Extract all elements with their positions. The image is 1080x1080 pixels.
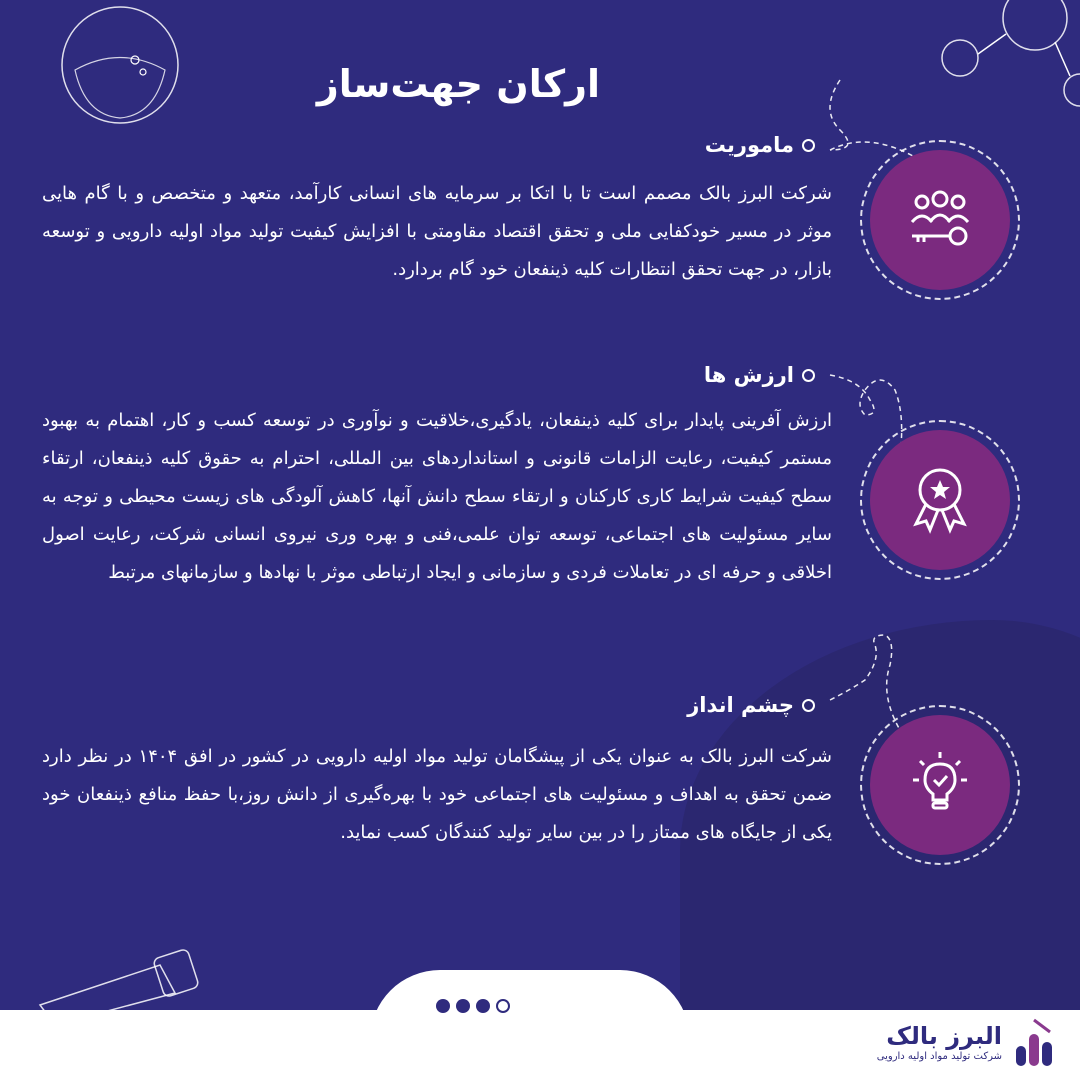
section-heading-mission: [705, 133, 815, 157]
page-title: ارکان جهت‌ساز: [316, 62, 600, 106]
section-text-mission: شرکت البرز بالک مصمم است تا با اتکا بر سرمایه های انسانی کارآمد، متعهد و متخصص و با گام هایی موثر در مسیر خودکفایی ملی و تحقق اقتصاد مقاومتی با افزایش کیفیت تولید مواد اولیه دارویی و توسعه بازار، در جهت تحقق انتظارات کلیه ذینفعان خود گام بردارد.: [42, 183, 832, 280]
values-icon-frame: [860, 420, 1020, 580]
logo-name: البرز بالک: [886, 1022, 1002, 1050]
section-heading-label: چشم انداز: [687, 693, 794, 717]
heading-marker-icon: [802, 369, 815, 382]
mission-icon-frame: [860, 140, 1020, 300]
pagination-dot[interactable]: [456, 999, 470, 1013]
section-heading-vision: [687, 693, 815, 717]
logo-mark-icon: [1012, 1018, 1056, 1068]
section-text-values: ارزش آفرینی پایدار برای کلیه ذینفعان، یادگیری،خلاقیت و نوآوری در توسعه کسب و کار، اهتمام به بهبود مستمر کیفیت، رعایت الزامات قانونی و استانداردهای بین المللی، احترام به حقوق کلیه ذینفعان، ارتقاء سطح کیفیت شرایط کاری کارکنان و ارتقاء سطح دانش آنها، کاهش آلودگی های زیست محیطی و توجه به سایر مسئولیت های اجتماعی، توسعه توان علمی،فنی و بهره وری نیروی انسانی شرکت، رعایت اصول اخلاقی و حرفه ای در تعاملات فردی و سازمانی و ایجاد ارتباطی موثر با نهادها و سازمانهای مرتبط: [42, 410, 832, 583]
vision-icon-frame: [860, 705, 1020, 865]
company-logo: [877, 1018, 1056, 1068]
mission-icon-badge: [870, 150, 1010, 290]
lightbulb-icon: [905, 750, 975, 820]
vision-icon-badge: [870, 715, 1010, 855]
flask-illustration: [55, 0, 185, 130]
people-key-icon: [904, 190, 976, 250]
section-heading-values: [704, 363, 815, 387]
logo-tagline: شرکت تولید مواد اولیه دارویی: [876, 1051, 1002, 1062]
pagination-dot-current[interactable]: [496, 999, 510, 1013]
award-badge-icon: [908, 464, 972, 536]
section-text-vision: شرکت البرز بالک به عنوان یکی از پیشگامان تولید مواد اولیه دارویی در کشور در افق ۱۴۰۴ در نظر دارد ضمن تحقق به اهداف و مسئولیت های اجتماعی خود با بهره‌گیری از دانش روز،با حفظ منافع ذینفعان خود یکی از جایگاه های ممتاز را در بین سایر تولید کنندگان کسب نماید.: [42, 746, 833, 843]
pagination-dot[interactable]: [476, 999, 490, 1013]
section-heading-label: ماموریت: [704, 133, 794, 157]
section-heading-label: ارزش ها: [703, 363, 794, 387]
values-icon-badge: [870, 430, 1010, 570]
heading-marker-icon: [802, 699, 815, 712]
pagination-dot[interactable]: [436, 999, 450, 1013]
pagination-dots[interactable]: [436, 999, 510, 1013]
heading-marker-icon: [802, 139, 815, 152]
